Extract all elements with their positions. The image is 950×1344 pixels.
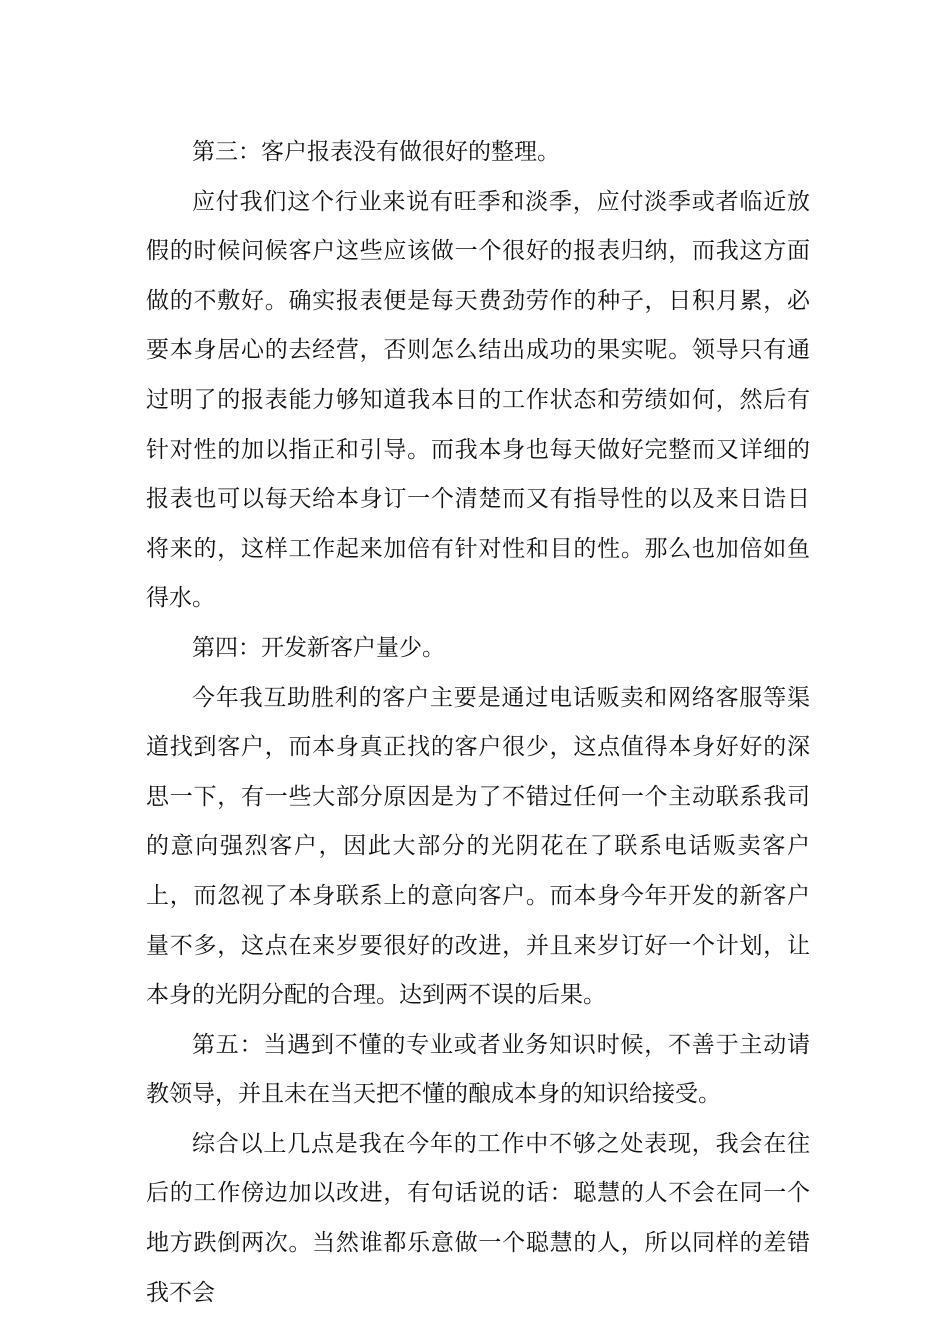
paragraph-new-clients: 今年我互助胜利的客户主要是通过电话贩卖和网络客服等渠道找到客户，而本身真正找的客户很少，这点值得本身好好的深思一下，有一些大部分原因是为了不错过任何一个主动联系我司的意向强烈客户，因此大部分的光阴花在了联系电话贩卖客户上，而忽视了本身联系上的意向客户。而本身今年开发的新客户量不多，这点在来岁要很好的改进，并且来岁订好一个计划，让本身的光阴分配的合理。达到两不误的后果。 bbox=[146, 684, 810, 1009]
paragraph-heading-4: 第四：开发新客户量少。 bbox=[192, 634, 445, 661]
document-body bbox=[146, 128, 810, 1318]
paragraph-summary: 综合以上几点是我在今年的工作中不够之处表现，我会在往后的工作傍边加以改进，有句话说的话：聪慧的人不会在同一个地方跌倒两次。当然谁都乐意做一个聪慧的人，所以同样的差错我不会 bbox=[146, 1130, 810, 1306]
paragraph-heading-5: 第五：当遇到不懂的专业或者业务知识时候，不善于主动请教领导，并且未在当天把不懂的酿成本身的知识给接受。 bbox=[146, 1031, 810, 1108]
paragraph-heading-3: 第三：客户报表没有做很好的整理。 bbox=[192, 139, 560, 165]
paragraph-reports: 应付我们这个行业来说有旺季和淡季，应付淡季或者临近放假的时候问候客户这些应该做一个很好的报表归纳，而我这方面做的不敷好。确实报表便是每天费劲劳作的种子，日积月累，必要本身居心的去经营，否则怎么结出成功的果实呢。领导只有通过明了的报表能力够知道我本日的工作状态和劳绩如何，然后有针对性的加以指正和引导。而我本身也每天做好完整而又详细的报表也可以每天给本身订一个清楚而又有指导性的以及来日诰日将来的，这样工作起来加倍有针对性和目的性。那么也加倍如鱼得水。 bbox=[146, 188, 810, 612]
